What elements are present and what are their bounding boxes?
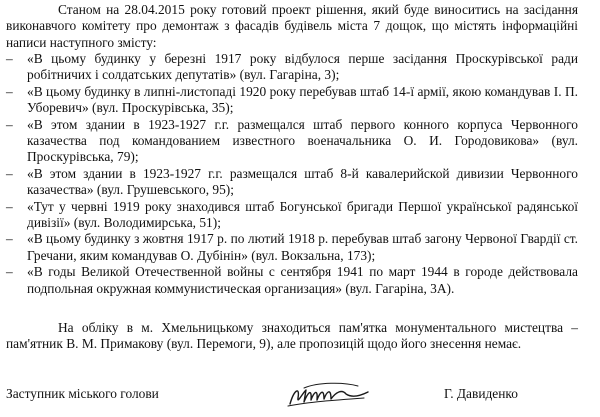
list-item (0, 264, 578, 297)
list-item (0, 84, 578, 117)
plaque-list (0, 51, 578, 297)
closing-paragraph: На обліку в м. Хмельницькому знаходиться пам'ятка монументального мистецтва – пам'ятник В. М. Примакову (вул. Перемоги, 9), але пропозицій щодо його знесення немає. (6, 320, 578, 352)
list-item-text: «В цьому будинку з жовтня 1917 р. по лютий 1918 р. перебував штаб загону Червоної Гвардії ст. Гречани, яким командував О. Дубінін» (вул. Вокзальна, 173); (27, 231, 578, 263)
signatory-title: Заступник міського голови (6, 386, 159, 401)
list-dash: – (6, 165, 13, 181)
list-item (0, 51, 578, 84)
list-dash: – (6, 231, 13, 247)
list-dash: – (6, 264, 13, 280)
list-item-text: «Тут у червні 1919 року знаходився штаб Богунської бригади Першої української радянської дивізії» (вул. Володимирська, 51); (27, 198, 578, 231)
list-dash: – (6, 51, 13, 66)
list-dash: – (6, 83, 13, 99)
signature-block (0, 380, 600, 414)
intro-paragraph: Станом на 28.04.2015 року готовий проект рішення, який буде виноситись на засідання виконавчого комітету про демонтаж з фасадів будівель міста 7 дощок, що містять інформаційні написи наступного змісту: (6, 2, 578, 50)
list-dash: – (6, 198, 13, 214)
list-item-text: «В этом здании в 1923-1927 г.г. размещался штаб 8-й кавалерийской дивизии Червонного казачества» (вул. Грушевського, 95); (27, 165, 578, 198)
signatory-name: Г. Давиденко (444, 386, 518, 401)
list-item (0, 117, 578, 166)
handwritten-signature (284, 380, 374, 412)
list-item (0, 199, 578, 232)
list-dash: – (6, 116, 13, 132)
list-item-text: «В этом здании в 1923-1927 г.г. размещался штаб первого конного корпуса Червонного казачества под командованием известного военачальника О. И. Городовикова» (вул. Проскурівська, 79); (27, 116, 578, 165)
list-item (0, 231, 578, 264)
list-item-text: «В годы Великой Отечественной войны с сентября 1941 по март 1944 в городе действовала подпольная окружная коммунистическая организация» (вул. Гагаріна, 3А). (27, 264, 578, 296)
list-item-text: «В цьому будинку у березні 1917 року відбулося перше засідання Проскурівської ради робітничих і солдатських депутатів» (вул. Гагаріна, 3); (27, 51, 578, 83)
list-item-text: «В цьому будинку в липні-листопаді 1920 року перебував штаб 14-ї армії, якою командував І. П. Уборевич» (вул. Проскурівська, 35); (27, 83, 578, 116)
list-item (0, 166, 578, 199)
